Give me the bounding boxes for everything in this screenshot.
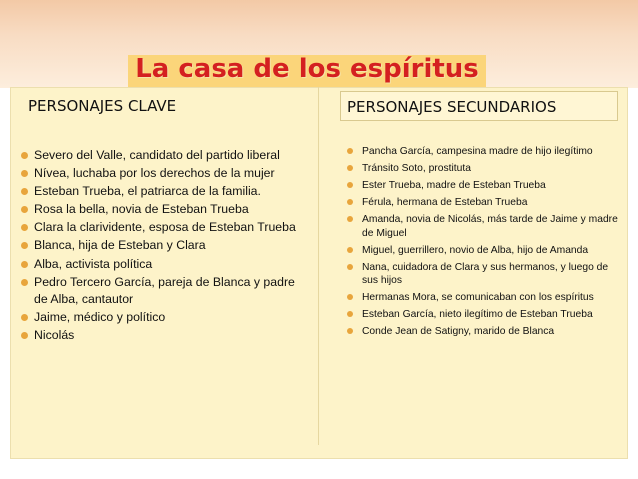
- list-item: [362, 244, 620, 258]
- list-item-text: Pancha García, campesina madre de hijo ilegítimo: [362, 146, 593, 157]
- list-item: [34, 219, 306, 237]
- list-item: [362, 179, 620, 193]
- list-item-text: Esteban García, nieto ilegítimo de Esteban Trueba: [362, 309, 593, 321]
- bullet-icon: [347, 182, 353, 188]
- bullet-icon: [347, 328, 353, 334]
- heading-personajes-secundarios: PERSONAJES SECUNDARIOS: [340, 91, 618, 121]
- list-item-text: Rosa la bella, novia de Esteban Trueba: [34, 202, 249, 217]
- main-characters-list: [34, 147, 306, 345]
- list-item-text: Nana, cuidadora de Clara y sus hermanos, y luego de sus hijos: [362, 261, 609, 287]
- bullet-icon: [21, 152, 28, 159]
- list-item-text: Jaime, médico y político: [34, 310, 166, 325]
- list-item-text: Férula, hermana de Esteban Trueba: [362, 196, 528, 208]
- list-item-text: Alba, activista política: [34, 256, 153, 271]
- list-item-text: Amanda, novia de Nicolás, más tarde de Jaime y madre de Miguel: [362, 213, 618, 239]
- list-item-text: Clara la clarividente, esposa de Esteban Trueba: [34, 220, 296, 235]
- list-item-text: Ester Trueba, madre de Esteban Trueba: [362, 179, 546, 191]
- list-item-text: Nívea, luchaba por los derechos de la mujer: [34, 166, 275, 181]
- bullet-icon: [21, 261, 28, 268]
- secondary-characters-list: [362, 145, 620, 342]
- bullet-icon: [21, 279, 28, 286]
- list-item-text: Pedro Tercero García, pareja de Blanca y padre de Alba, cantautor: [34, 274, 295, 307]
- list-item: [34, 201, 306, 219]
- bullet-icon: [347, 247, 353, 253]
- list-item-text: Tránsito Soto, prostituta: [362, 162, 471, 174]
- column-divider: [318, 87, 319, 445]
- slide-title: La casa de los espíritus: [135, 54, 479, 84]
- list-item-text: Conde Jean de Satigny, marido de Blanca: [362, 326, 555, 338]
- list-item: [362, 145, 620, 159]
- bullet-icon: [347, 148, 353, 154]
- list-item-text: Hermanas Mora, se comunicaban con los espíritus: [362, 292, 594, 304]
- list-item: [362, 308, 620, 322]
- list-item: [34, 274, 306, 309]
- list-item-text: Miguel, guerrillero, novio de Alba, hijo de Amanda: [362, 244, 589, 256]
- list-item: [34, 327, 306, 345]
- list-item-text: Nicolás: [34, 328, 75, 343]
- bullet-icon: [347, 199, 353, 205]
- column-headers: [10, 91, 628, 123]
- bullet-icon: [347, 264, 353, 270]
- list-item-text: Esteban Trueba, el patriarca de la familia.: [34, 184, 261, 199]
- list-item: [34, 256, 306, 274]
- list-item: [34, 165, 306, 183]
- list-item: [34, 183, 306, 201]
- list-item: [362, 261, 620, 288]
- bullet-icon: [347, 216, 353, 222]
- list-item: [34, 237, 306, 255]
- list-item: [362, 291, 620, 305]
- list-item: [34, 309, 306, 327]
- list-item: [34, 147, 306, 165]
- bullet-icon: [347, 165, 353, 171]
- list-item: [362, 196, 620, 210]
- list-item: [362, 213, 620, 240]
- list-item: [362, 162, 620, 176]
- list-item-text: Severo del Valle, candidato del partido liberal: [34, 148, 280, 162]
- heading-personajes-clave: PERSONAJES CLAVE: [28, 91, 318, 121]
- list-item: [362, 325, 620, 339]
- list-item-text: Blanca, hija de Esteban y Clara: [34, 238, 206, 253]
- panel-bottom-edge: [10, 458, 628, 459]
